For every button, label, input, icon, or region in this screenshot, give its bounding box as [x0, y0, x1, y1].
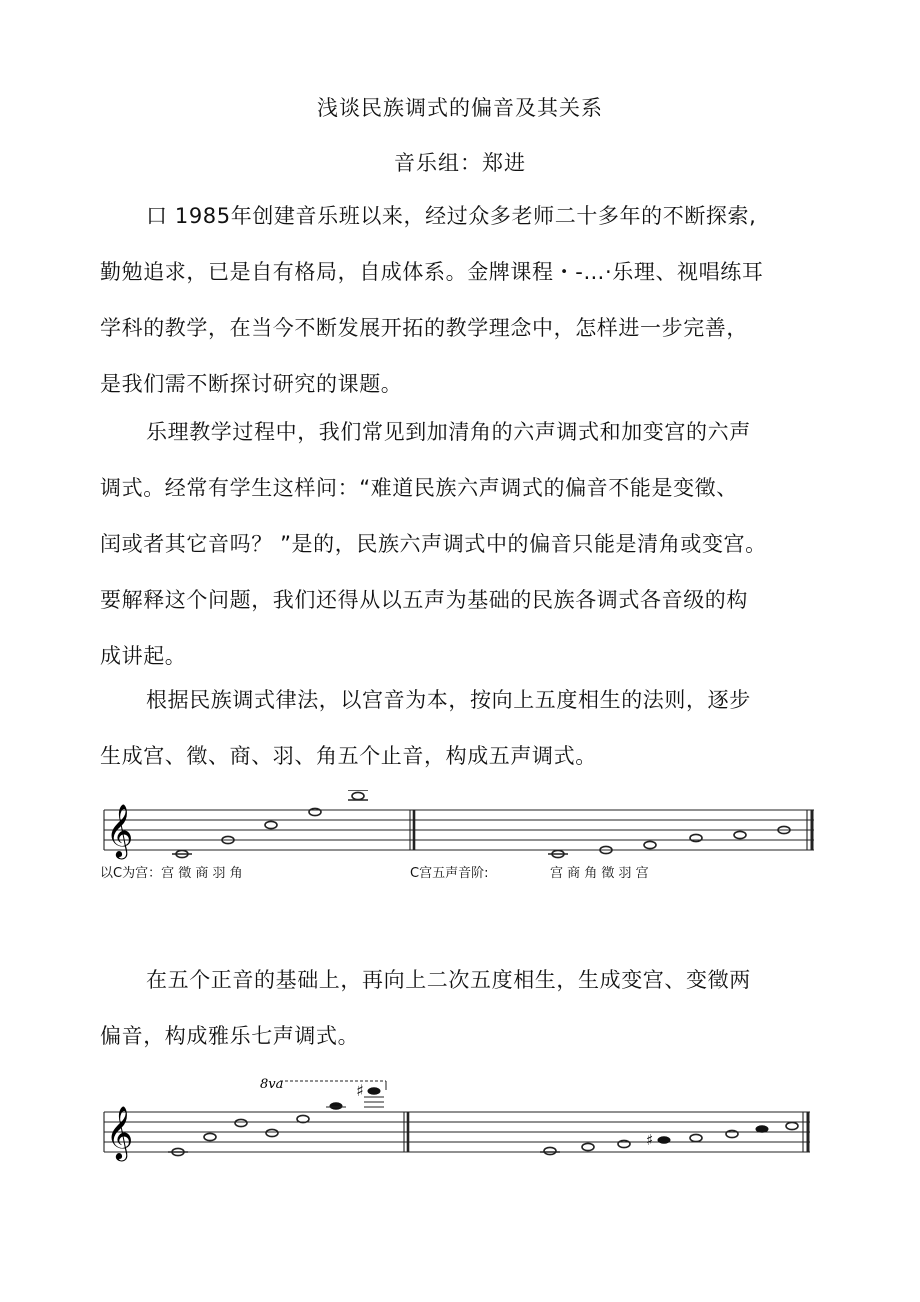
heptatonic-staff-figure	[98, 1072, 818, 1172]
note	[690, 1134, 702, 1141]
pentatonic-staff-figure	[98, 790, 818, 890]
note	[644, 841, 656, 848]
note	[235, 1119, 247, 1126]
paragraph-line: 在五个正音的基础上，再向上二次五度相生，生成变宫、变徵两	[146, 968, 751, 992]
note	[786, 1122, 798, 1129]
paragraph-4	[100, 952, 800, 1064]
figure1-caption-mid: C宫五声音阶:	[410, 866, 489, 881]
paragraph-line: 调式。经常有学生这样问：“难道民族六声调式的偏音不能是变徵、	[100, 476, 738, 500]
note	[582, 1143, 594, 1150]
ottava-mark: 8va	[260, 1077, 284, 1092]
paragraph-line: 是我们需不断探讨研究的课题。	[100, 372, 403, 396]
paragraph-line: 要解释这个问题，我们还得从以五声为基础的民族各调式各音级的构	[100, 588, 748, 612]
note	[756, 1125, 769, 1133]
note	[204, 1133, 216, 1140]
heptatonic-staff	[98, 1072, 818, 1164]
author-line: 音乐组：郑进	[394, 151, 526, 175]
paragraph-line: 乐理教学过程中，我们常见到加清角的六声调式和加变宫的六声	[146, 420, 751, 444]
paragraph-line: 根据民族调式律法，以宫音为本，按向上五度相生的法则，逐步	[146, 688, 751, 712]
note	[658, 1136, 671, 1144]
note	[266, 1129, 278, 1136]
treble-clef-icon: 𝄞	[106, 1105, 134, 1159]
paragraph-line: 口 1985年创建音乐班以来，经过众多老师二十多年的不断探索,	[146, 204, 757, 228]
paragraph-line: 闰或者其它音吗？ ”是的，民族六声调式中的偏音只能是清角或变宫。	[100, 532, 767, 556]
sharp-icon: ♯	[646, 1131, 654, 1149]
note	[330, 1102, 343, 1110]
document-title: 浅谈民族调式的偏音及其关系	[317, 96, 603, 120]
note	[734, 831, 746, 838]
paragraph-line: 学科的教学，在当今不断发展开拓的教学理念中，怎样进一步完善，	[100, 316, 748, 340]
paragraph-line: 偏音，构成雅乐七声调式。	[100, 1024, 360, 1048]
sharp-icon: ♯	[356, 1081, 364, 1100]
paragraph-line: 勤勉追求，已是自有格局，自成体系。金牌课程・-…·乐理、视唱练耳	[100, 260, 764, 284]
paragraph-line: 成讲起。	[100, 644, 187, 668]
note	[368, 1087, 381, 1095]
figure1-caption-left: 以C为宫：宫 徵 商 羽 角	[100, 866, 243, 881]
note	[265, 821, 277, 828]
paragraph-line: 生成宫、徵、商、羽、角五个止音，构成五声调式。	[100, 744, 597, 768]
note	[352, 792, 364, 799]
note	[544, 1147, 556, 1154]
paragraph-3	[100, 672, 800, 784]
figure1-caption-right: 宫 商 角 徵 羽 宫	[550, 866, 649, 881]
paragraph-1	[100, 188, 800, 412]
pentatonic-staff	[98, 790, 818, 860]
paragraph-2	[100, 404, 800, 684]
treble-clef-icon: 𝄞	[106, 803, 134, 857]
